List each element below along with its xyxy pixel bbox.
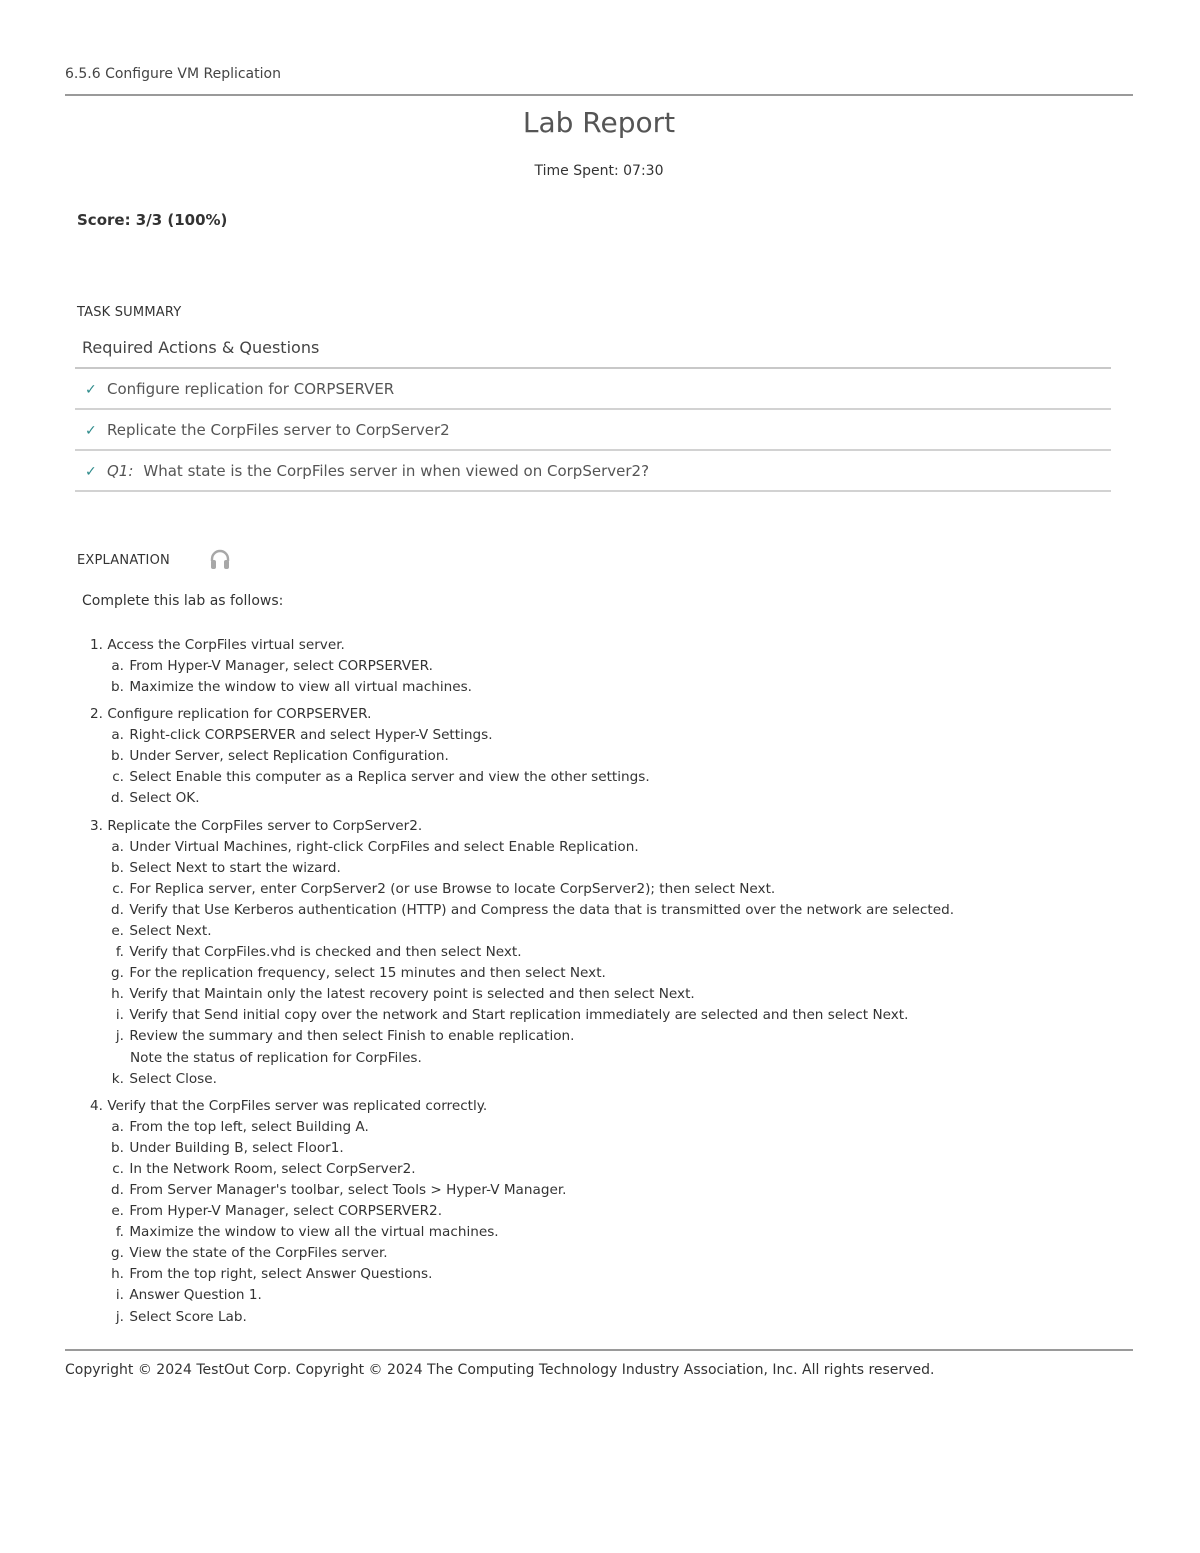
substep-text: Maximize the window to view all virtual machines.	[129, 679, 472, 696]
step-text: Verify that the CorpFiles server was replicated correctly.	[107, 1097, 488, 1114]
substep	[65, 943, 1133, 964]
footer-divider	[65, 1349, 1133, 1351]
substep-letter: b.	[111, 859, 124, 876]
substep-letter: j.	[115, 1308, 124, 1325]
substep-text: From the top right, select Answer Questions.	[129, 1266, 433, 1283]
substep-letter: j.	[115, 1028, 124, 1045]
substep-note	[65, 1049, 1133, 1070]
substep	[65, 1308, 1133, 1329]
substep	[65, 1202, 1133, 1223]
substep-letter: f.	[115, 944, 124, 961]
substep-letter: c.	[112, 769, 124, 786]
substep-text: From Hyper-V Manager, select CORPSERVER.	[129, 658, 433, 674]
substep-letter: c.	[112, 1160, 124, 1177]
substep-letter: a.	[111, 1118, 124, 1135]
substep-text: Verify that Maintain only the latest recovery point is selected and then select Next.	[129, 986, 695, 1003]
substep	[65, 747, 1133, 768]
substep	[65, 1223, 1133, 1244]
substep-letter: g.	[111, 965, 124, 982]
substep-letter: d.	[111, 901, 124, 918]
substep-text: Select OK.	[129, 790, 200, 807]
substep-text: Note the status of replication for CorpFiles.	[130, 1049, 422, 1066]
substep-text: Select Close.	[129, 1070, 217, 1087]
task-text: Configure replication for CORPSERVER	[107, 380, 395, 398]
substep	[65, 1160, 1133, 1181]
substep-text: Review the summary and then select Finish to enable replication.	[129, 1028, 575, 1045]
substep	[65, 678, 1133, 699]
substep-letter: b.	[111, 748, 124, 765]
substep-letter: h.	[111, 1266, 124, 1283]
step-heading	[65, 817, 1133, 838]
question-label: Q1:	[107, 462, 134, 480]
substep-text: From Hyper-V Manager, select CORPSERVER2.	[129, 1203, 443, 1220]
score: Score: 3/3 (100%)	[77, 211, 228, 229]
check-icon: ✓	[85, 464, 97, 480]
substep-text: For the replication frequency, select 15 minutes and then select Next.	[129, 965, 606, 982]
substep-letter: i.	[115, 1287, 124, 1304]
check-icon: ✓	[85, 423, 97, 439]
substep-text: Select Score Lab.	[129, 1308, 247, 1325]
substep	[65, 964, 1133, 985]
headphones-icon[interactable]	[208, 547, 232, 571]
substep-text: Select Enable this computer as a Replica server and view the other settings.	[129, 769, 650, 786]
substep-letter: f.	[115, 1224, 124, 1241]
substep-text: From Server Manager's toolbar, select Tools > Hyper-V Manager.	[129, 1181, 567, 1198]
check-icon: ✓	[85, 382, 97, 398]
substep-letter: a.	[111, 838, 124, 855]
substep	[65, 726, 1133, 747]
page-title: Lab Report	[522, 106, 676, 139]
copyright: Copyright © 2024 TestOut Corp. Copyright © 2024 The Computing Technology Industry Association, Inc. All rights reserved.	[65, 1362, 935, 1378]
substep	[65, 1181, 1133, 1202]
time-spent: Time Spent: 07:30	[534, 163, 664, 179]
substep-text: Maximize the window to view all the virtual machines.	[129, 1224, 499, 1241]
step-text: Configure replication for CORPSERVER.	[107, 706, 372, 723]
substep-letter: k.	[111, 1070, 124, 1087]
substep-letter: h.	[111, 986, 124, 1003]
substep-text: Under Server, select Replication Configuration.	[129, 748, 449, 765]
substep-text: Answer Question 1.	[129, 1287, 262, 1304]
substep	[65, 838, 1133, 859]
substep-text: In the Network Room, select CorpServer2.	[129, 1160, 416, 1177]
substep-letter: a.	[111, 658, 124, 674]
substep	[65, 859, 1133, 880]
task-table-header: Required Actions & Questions	[75, 334, 1111, 369]
substep	[65, 985, 1133, 1006]
step-number: 2.	[90, 706, 103, 723]
step	[65, 1097, 1133, 1329]
substep	[65, 922, 1133, 943]
substep	[65, 880, 1133, 901]
substep	[65, 1139, 1133, 1160]
task-row	[75, 410, 1111, 451]
substep-text: Verify that Use Kerberos authentication (HTTP) and Compress the data that is transmitted over the network are selected.	[129, 901, 955, 918]
step-heading	[65, 1097, 1133, 1118]
substep	[65, 768, 1133, 789]
substep-letter: d.	[111, 790, 124, 807]
step	[65, 705, 1133, 810]
substep	[65, 1006, 1133, 1027]
substep	[65, 1027, 1133, 1048]
step	[65, 817, 1133, 1091]
breadcrumb: 6.5.6 Configure VM Replication	[65, 66, 281, 82]
step-heading	[65, 705, 1133, 726]
substep-text: Select Next.	[129, 922, 212, 939]
substep-letter: e.	[111, 1203, 124, 1220]
task-row	[75, 451, 1111, 492]
substep-text: From the top left, select Building A.	[129, 1118, 369, 1135]
substep-text: Verify that CorpFiles.vhd is checked and then select Next.	[129, 944, 522, 961]
substep-text: Under Building B, select Floor1.	[129, 1139, 344, 1156]
substep-letter: a.	[111, 727, 124, 744]
substep	[65, 1118, 1133, 1139]
step-text: Access the CorpFiles virtual server.	[107, 637, 345, 653]
step-number: 4.	[90, 1097, 103, 1114]
substep	[65, 901, 1133, 922]
substep-text: Verify that Send initial copy over the network and Start replication immediately are selected and then select Next.	[129, 1007, 909, 1024]
explanation-intro: Complete this lab as follows:	[82, 593, 284, 609]
task-summary-label: TASK SUMMARY	[77, 305, 182, 320]
substep-text: View the state of the CorpFiles server.	[129, 1245, 388, 1262]
step	[65, 636, 1133, 699]
step-number: 1.	[90, 637, 103, 653]
substep	[65, 1286, 1133, 1307]
substep-letter: e.	[111, 922, 124, 939]
substep-text: Select Next to start the wizard.	[129, 859, 341, 876]
substep-letter: b.	[111, 1139, 124, 1156]
substep-letter: i.	[115, 1007, 124, 1024]
step-number: 3.	[90, 817, 103, 834]
substep-letter: b.	[111, 679, 124, 696]
step-text: Replicate the CorpFiles server to CorpServer2.	[107, 817, 423, 834]
substep	[65, 789, 1133, 810]
substep-letter: d.	[111, 1181, 124, 1198]
task-table	[75, 334, 1111, 492]
substep	[65, 1244, 1133, 1265]
substep-letter: g.	[111, 1245, 124, 1262]
step-heading	[65, 636, 1133, 657]
substep	[65, 657, 1133, 678]
substep	[65, 1265, 1133, 1286]
header-divider	[65, 94, 1133, 96]
substep-text: Under Virtual Machines, right-click CorpFiles and select Enable Replication.	[129, 838, 639, 855]
substep-text: For Replica server, enter CorpServer2 (or use Browse to locate CorpServer2); then select Next.	[129, 880, 776, 897]
explanation-steps	[65, 636, 1133, 1335]
substep-letter: c.	[112, 880, 124, 897]
explanation-label: EXPLANATION	[77, 553, 170, 568]
substep-text: Right-click CORPSERVER and select Hyper-V Settings.	[129, 727, 493, 744]
task-row	[75, 369, 1111, 410]
task-text: Replicate the CorpFiles server to CorpServer2	[107, 421, 450, 439]
task-text: What state is the CorpFiles server in when viewed on CorpServer2?	[143, 462, 650, 480]
substep	[65, 1070, 1133, 1091]
